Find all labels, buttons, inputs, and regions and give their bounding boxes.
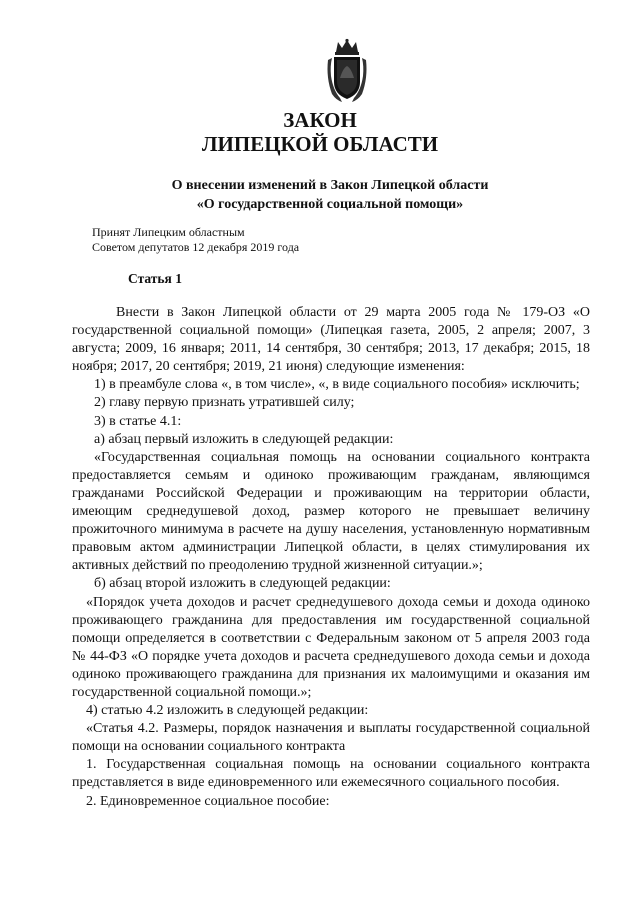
paragraph-item-1: 1) в преамбуле слова «, в том числе», «, в виде социального пособия» исключить; bbox=[94, 377, 580, 393]
article-heading: Статья 1 bbox=[128, 271, 182, 286]
paragraph-point-1: 1. Государственная социальная помощь на основании социального контракта представляется в виде единовременного или ежемесячного социального пособия. bbox=[72, 757, 590, 791]
law-title-line1: ЗАКОН bbox=[283, 108, 357, 132]
adopted-by-line1: Принят Липецким областным bbox=[92, 225, 245, 239]
article-body bbox=[72, 304, 590, 811]
coat-of-arms-icon bbox=[326, 38, 368, 104]
law-subtitle-line2: «О государственной социальной помощи» bbox=[196, 197, 464, 212]
paragraph-item-3: 3) в статье 4.1: bbox=[94, 413, 182, 429]
paragraph-item-2: 2) главу первую признать утратившей силу; bbox=[94, 395, 355, 411]
paragraph-intro: Внести в Закон Липецкой области от 29 марта 2005 года № 179-ОЗ «О государственной социальной помощи» (Липецкая газета, 2005, 2 апреля; 2007, 3 августа; 2009, 16 января; 2011, 14 сентября, 30 сентября; 2013, 17 декабря; 2015, 18 ноября; 2017, 20 сентября; 2019, 21 июня) следующие изменения: bbox=[72, 305, 590, 375]
paragraph-item-4: 4) статью 4.2 изложить в следующей редакции: bbox=[86, 703, 369, 719]
law-subtitle-line1: О внесении изменений в Закон Липецкой области bbox=[171, 178, 489, 193]
law-title-line2: ЛИПЕЦКОЙ ОБЛАСТИ bbox=[201, 132, 439, 156]
paragraph-item-3b: б) абзац второй изложить в следующей редакции: bbox=[94, 576, 391, 592]
adopted-by-line2: Советом депутатов 12 декабря 2019 года bbox=[92, 240, 300, 254]
paragraph-item-3a: а) абзац первый изложить в следующей редакции: bbox=[94, 431, 394, 447]
paragraph-article-4-2: «Статья 4.2. Размеры, порядок назначения и выплаты государственной социальной помощи на основании социального контракта bbox=[72, 721, 590, 755]
paragraph-quote-2: «Порядок учета доходов и расчет среднедушевого дохода семьи и дохода одиноко проживающего гражданина для предоставления им государственной социальной помощи определяется в соответствии с Федеральным законом от 5 апреля 2003 года № 44-ФЗ «О порядке учета доходов и расчета среднедушевого дохода семьи и дохода одиноко проживающего гражданина для признания их малоимущими и оказания им государственной социальной помощи.»; bbox=[72, 594, 590, 700]
paragraph-point-2: 2. Единовременное социальное пособие: bbox=[86, 793, 330, 809]
paragraph-quote-1: «Государственная социальная помощь на основании социального контракта предоставляется семьям и одиноко проживающим гражданам, являющимся гражданами Российской Федерации и проживающим на территории области, имеющим среднедушевой доход, размер которого не превышает величину прожиточного минимума в расчете на душу населения, установленную нормативным правовым актом администрации Липецкой области, в целях стимулирования их активных действий по преодолению трудной жизненной ситуации.»; bbox=[72, 449, 590, 574]
